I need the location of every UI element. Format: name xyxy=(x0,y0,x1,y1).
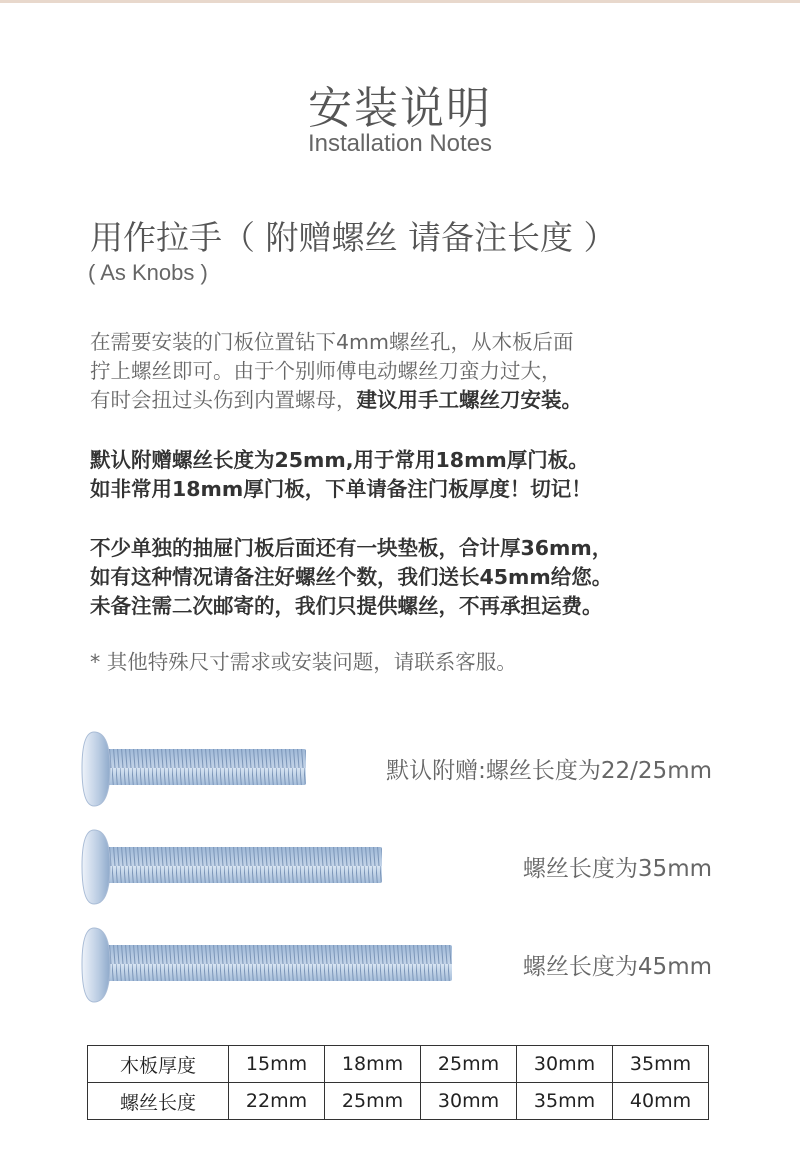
install-line-1: 在需要安装的门板位置钻下4mm螺丝孔，从木板后面 xyxy=(90,330,574,354)
default-screw-line-2: 如非常用18mm厚门板，下单请备注门板厚度！切记！ xyxy=(90,477,592,501)
page-title: 安装说明 xyxy=(308,83,492,134)
top-border xyxy=(0,0,800,3)
table-cell: 22mm xyxy=(229,1083,325,1120)
table-cell: 35mm xyxy=(517,1083,613,1120)
table-cell: 15mm xyxy=(229,1046,325,1083)
screw-short-label: 默认附赠:螺丝长度为22/25mm xyxy=(386,758,712,784)
screw-medium-label: 螺丝长度为35mm xyxy=(522,856,712,882)
table-cell: 35mm xyxy=(613,1046,709,1083)
backing-board-line-2: 如有这种情况请备注好螺丝个数，我们送长45mm给您。 xyxy=(90,565,613,589)
screw-long-image xyxy=(80,924,460,1006)
section-heading: 用作拉手（ 附赠螺丝 请备注长度 ） xyxy=(90,218,617,257)
backing-board-paragraph xyxy=(90,534,612,621)
install-line-3-text: 有时会扭过头伤到内置螺母， xyxy=(90,388,357,412)
table-cell: 40mm xyxy=(613,1083,709,1120)
table-cell: 30mm xyxy=(517,1046,613,1083)
contact-note: * 其他特殊尺寸需求或安装问题，请联系客服。 xyxy=(90,650,517,674)
table-row-header: 木板厚度 xyxy=(88,1046,229,1083)
install-line-2: 拧上螺丝即可。由于个别师傅电动螺丝刀蛮力过大， xyxy=(90,359,562,383)
table-row-header: 螺丝长度 xyxy=(88,1083,229,1120)
screw-length-table xyxy=(87,1045,709,1120)
table-cell: 18mm xyxy=(325,1046,421,1083)
table-row xyxy=(88,1083,709,1120)
screw-medium-image xyxy=(80,826,390,908)
section-subheading: ( As Knobs ) xyxy=(88,260,208,285)
backing-board-line-1: 不少单独的抽屉门板后面还有一块垫板，合计厚36mm， xyxy=(90,536,613,560)
table-cell: 25mm xyxy=(325,1083,421,1120)
table-cell: 30mm xyxy=(421,1083,517,1120)
backing-board-line-3: 未备注需二次邮寄的，我们只提供螺丝，不再承担运费。 xyxy=(90,594,603,618)
default-screw-paragraph xyxy=(90,446,592,504)
screw-short-image xyxy=(80,728,320,810)
table-cell: 25mm xyxy=(421,1046,517,1083)
table-row xyxy=(88,1046,709,1083)
page-subtitle: Installation Notes xyxy=(307,130,493,157)
install-recommendation: 建议用手工螺丝刀安装。 xyxy=(356,388,582,412)
install-line-3 xyxy=(90,386,582,415)
default-screw-line-1: 默认附赠螺丝长度为25mm,用于常用18mm厚门板。 xyxy=(90,448,589,472)
install-paragraph xyxy=(90,328,582,415)
screw-long-label: 螺丝长度为45mm xyxy=(522,954,712,980)
